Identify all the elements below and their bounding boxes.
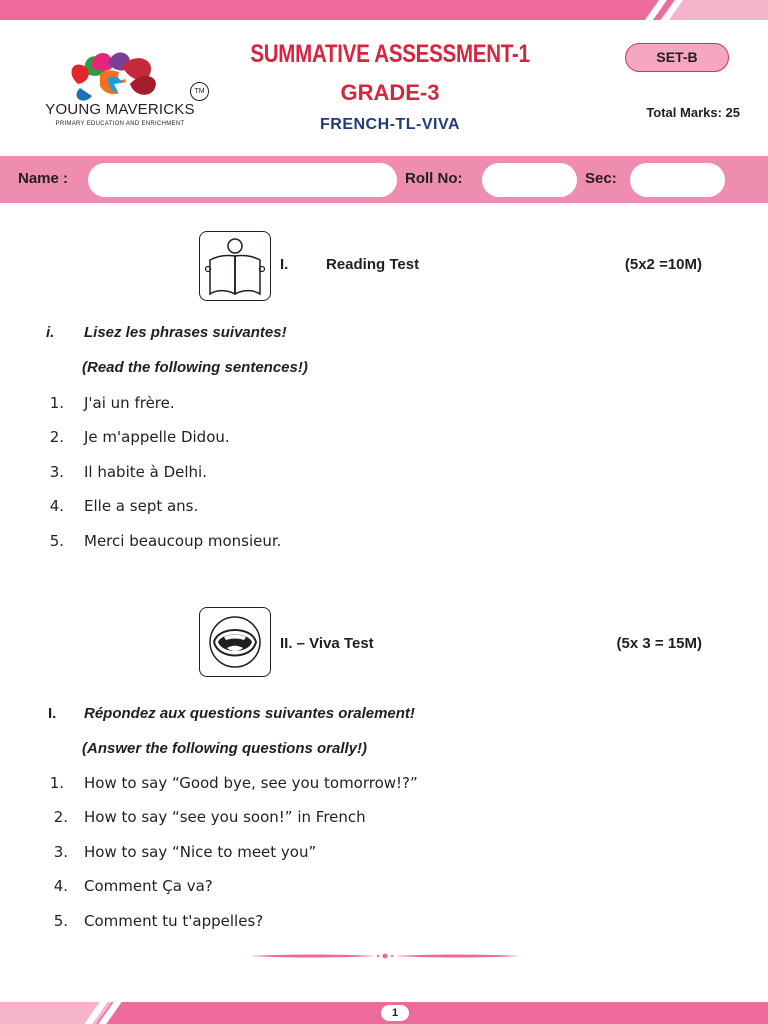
name-field[interactable] xyxy=(88,163,397,197)
trademark-mark: TM xyxy=(190,82,209,101)
total-marks: Total Marks: 25 xyxy=(646,105,740,120)
logo-name: YOUNG MAVERICKS xyxy=(45,101,195,118)
viva-item: Comment tu t'appelles? xyxy=(84,912,264,930)
viva-section-title: II. – Viva Test xyxy=(280,635,374,652)
reading-section-number: I. xyxy=(280,256,289,273)
reader-book-icon xyxy=(200,232,269,299)
viva-instruction-english: (Answer the following questions orally!) xyxy=(82,740,368,757)
viva-item-number: 2. xyxy=(53,808,68,826)
reading-instruction: Lisez les phrases suivantes! xyxy=(84,324,287,341)
reading-item: J'ai un frère. xyxy=(84,394,175,412)
viva-icon xyxy=(199,607,271,677)
viva-item: How to say “Good bye, see you tomorrow!?” xyxy=(84,774,418,792)
section-label: Sec: xyxy=(585,170,617,187)
reading-icon xyxy=(199,231,271,301)
section-field[interactable] xyxy=(630,163,725,197)
reading-item-number: 2. xyxy=(49,428,64,446)
page-number: 1 xyxy=(381,1005,409,1021)
grade-label: GRADE-3 xyxy=(340,80,440,105)
reading-instruction-number: i. xyxy=(46,324,55,341)
set-badge: SET-B xyxy=(625,43,729,72)
reading-item-number: 1. xyxy=(49,394,64,412)
open-mouth-icon xyxy=(200,608,269,675)
reading-section-title: Reading Test xyxy=(326,256,420,273)
viva-item-number: 5. xyxy=(53,912,68,930)
subject-label: FRENCH-TL-VIVA xyxy=(319,116,461,133)
roll-no-field[interactable] xyxy=(482,163,577,197)
reading-item-number: 5. xyxy=(49,532,64,550)
reading-item-number: 4. xyxy=(49,497,64,515)
reading-instruction-english: (Read the following sentences!) xyxy=(82,359,308,376)
name-label: Name : xyxy=(18,170,69,187)
viva-instruction: Répondez aux questions suivantes oralement! xyxy=(84,705,415,722)
viva-item: Comment Ça va? xyxy=(84,877,213,895)
reading-section-marks: (5x2 =10M) xyxy=(624,256,702,273)
viva-item-number: 1. xyxy=(49,774,64,792)
viva-item: How to say “see you soon!” in French xyxy=(84,808,366,826)
reading-item: Je m'appelle Didou. xyxy=(84,428,230,446)
reading-item: Merci beaucoup monsieur. xyxy=(84,532,282,550)
end-divider-ornament xyxy=(250,952,520,960)
reading-item-number: 3. xyxy=(49,463,64,481)
assessment-title: SUMMATIVE ASSESSMENT-1 xyxy=(250,40,530,68)
roll-no-label: Roll No: xyxy=(405,170,463,187)
reading-item: Elle a sept ans. xyxy=(84,497,199,515)
viva-item-number: 3. xyxy=(53,843,68,861)
viva-item: How to say “Nice to meet you” xyxy=(84,843,317,861)
logo-tagline: PRIMARY EDUCATION AND ENRICHMENT xyxy=(55,121,185,127)
reading-item: Il habite à Delhi. xyxy=(84,463,207,481)
viva-instruction-number: I. xyxy=(48,705,57,722)
viva-section-marks: (5x 3 = 15M) xyxy=(616,635,702,652)
viva-item-number: 4. xyxy=(53,877,68,895)
